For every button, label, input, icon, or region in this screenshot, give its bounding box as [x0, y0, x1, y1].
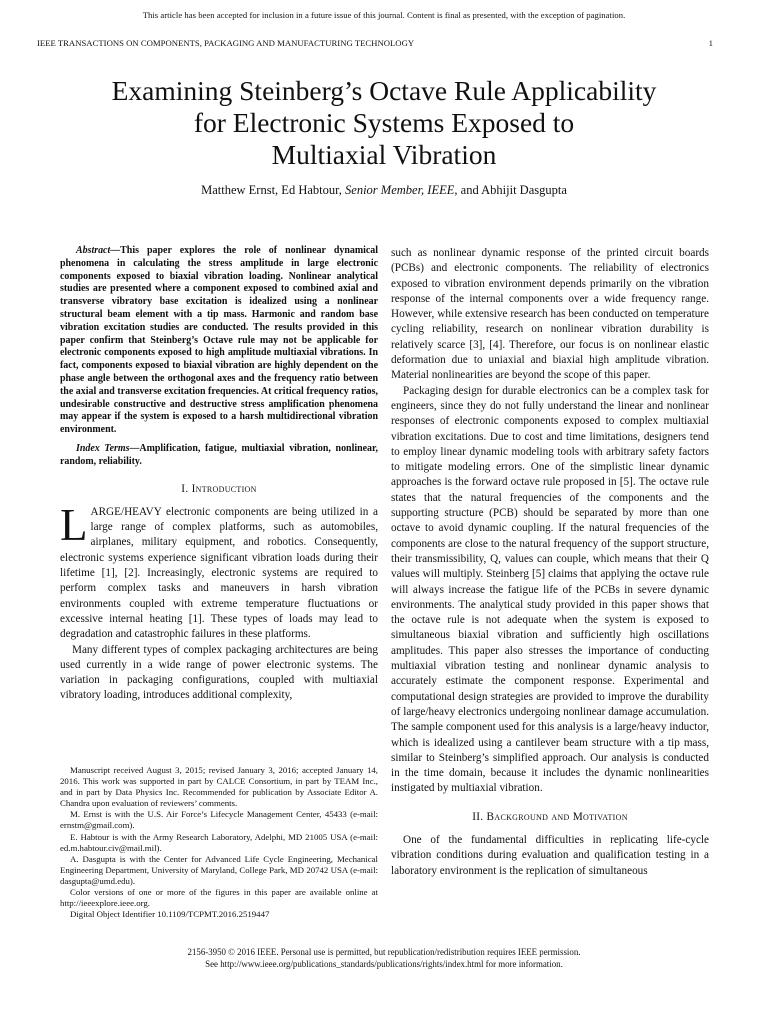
title-line-1: Examining Steinberg’s Octave Rule Applicability — [111, 75, 657, 106]
intro-paragraph-1-text: ARGE/HEAVY electronic components are being utilized in a large range of complex platforms, such as automobiles, airplanes, military equipment, and robotics. Consequently, electronic systems experience significant vibration loads during their lifetime [1], [2]. Increasingly, electronic systems are required to perform complex tasks and maneuvers in harsh vibration environments coupled with extreme temperature fluctuations or excessive internal heating [1]. These types of loads may lead to degradation and catastrophic failures in these platforms. — [60, 505, 378, 641]
journal-name: IEEE TRANSACTIONS ON COMPONENTS, PACKAGING AND MANUFACTURING TECHNOLOGY — [37, 38, 415, 48]
page-number: 1 — [708, 38, 713, 48]
footnote-dasgupta: A. Dasgupta is with the Center for Advanced Life Cycle Engineering, Mechanical Engineering Department, University of Maryland, College Park, MD 20742 USA (e-mail: dasgupta@umd.edu). — [60, 853, 378, 886]
journal-running-header — [37, 38, 713, 48]
footnotes — [60, 765, 378, 920]
section-heading-background: II. Background and Motivation — [472, 810, 628, 823]
author-role: Senior Member, IEEE — [345, 183, 455, 197]
index-terms-label: Index Terms— — [76, 442, 140, 454]
abstract-label: Abstract— — [76, 245, 121, 256]
intro-paragraph-3: such as nonlinear dynamic response of the printed circuit boards (PCBs) and electronic components. The reliability of electronics exposed to vibration environment depends primarily on the vibration response of the internal components over a wide frequency range. However, while extensive research has been conducted on temperature cycling reliability, research on nonlinear vibration durability is relatively scarce [3], [4]. Therefore, our focus is on nonlinear elastic deformation due to uniaxial and biaxial high amplitude vibration. Material nonlinearities are beyond the scope of this paper. — [391, 247, 709, 382]
title-line-3: Multiaxial Vibration — [271, 139, 497, 170]
index-terms-text: Amplification, fatigue, multiaxial vibration, nonlinear, random, reliability. — [60, 442, 378, 467]
footnote-manuscript: Manuscript received August 3, 2015; revised January 3, 2016; accepted January 14, 2016. This work was supported in part by CALCE Consortium, in part by TEAM Inc., and in part by Data Physics Inc. Recommended for publication by Associate Editor A. Chandra upon evaluation of reviewers’ comments. — [60, 765, 378, 809]
copyright-notice — [0, 946, 768, 970]
abstract — [60, 245, 378, 437]
intro-paragraph-1 — [60, 499, 378, 643]
footnote-habtour: E. Habtour is with the Army Research Laboratory, Adelphi, MD 21005 USA (e-mail: ed.m.habtour.civ@mail.mil). — [60, 831, 378, 853]
intro-paragraph-2: Many different types of complex packaging architectures are being used currently in a wide range of power electronic systems. The variation in packaging configurations, coupled with multiaxial vibratory loading, introduces additional complexity, — [60, 643, 378, 702]
left-column — [60, 245, 378, 704]
author-list — [40, 183, 728, 198]
authors-part-1: Matthew Ernst, Ed Habtour, — [201, 183, 342, 197]
copyright-line-1: 2156-3950 © 2016 IEEE. Personal use is permitted, but republication/redistribution requires IEEE permission. — [187, 947, 581, 957]
abstract-text: This paper explores the role of nonlinear dynamical phenomena in calculating the stress amplitude in large electronic components exposed to biaxial vibration loading. Nonlinear analytical studies are presented where a component exposed to combined axial and transverse vibratory base excitation is idealized using a nonlinear structural beam element with a tip mass. Harmonic and random base vibration excitation studies are conducted. The results provided in this paper confirm that Steinberg’s Octave rule may not be applicable for electronic components exposed to high amplitude multiaxial vibrations. In fact, components exposed to biaxial vibration are highly dependent on the phase angle between the orthogonal axes and the frequency ratio between the axial and transverse excitation frequencies. At critical frequency ratios, undesirable constructive and destructive stress amplification phenomena may appear if the system is exposed to a harsh multidirectional vibration environment. — [60, 245, 378, 436]
intro-paragraph-4: Packaging design for durable electronics can be a complex task for engineers, since they do not fully understand the linear and nonlinear responses of electronic components exposed to complex multiaxial vibration excitations. Due to cost and time limitations, designers tend to employ linear dynamic modeling tools with arbitrary safety factors to mitigate modeling errors. One of the simplistic linear dynamic approaches is the forward octave rule proposed in [5]. The octave rule states that the natural frequencies of the components and the supporting structure (PCB) should be separated by more than one octave to avoid dynamic coupling. If the natural frequencies of the components are close to the natural frequency of the support structure, their transmissibility, Q, values can couple, which means that their Q values will multiply. Steinberg [5] claims that applying the octave rule will always increase the fatigue life of the PCBs in severe dynamic environments. The analytical study provided in this paper shows that the octave rule is not adequate when the system is exposed to simultaneous biaxial vibration and sufficiently high oscillations amplitudes. This paper also stresses the importance of conducting multiaxial vibration testing and nonlinear dynamic analysis to accurately estimate the component response. Experimental and computational design strategies are provided to improve the durability of large/heavy electronics undergoing nonlinear damage accumulation. The sample component used for this analysis is a large/heavy inductor, which is idealized using a cantilever beam structure with a tip mass, similar to Steinberg’s simplified approach. Our analysis is conducted in the time domain, because it includes the dynamic nonlinearities instigated by multiaxial vibration. — [391, 384, 709, 795]
authors-part-2: , and Abhijit Dasgupta — [454, 183, 567, 197]
background-paragraph-1: One of the fundamental difficulties in replicating life-cycle vibration conditions during evaluation and qualification testing in a laboratory environment is the replication of simultaneous — [391, 833, 709, 877]
title-line-2: for Electronic Systems Exposed to — [193, 107, 575, 138]
footnote-color: Color versions of one or more of the figures in this paper are available online at http://ieeexplore.ieee.org. — [60, 887, 378, 909]
section-heading-introduction: I. Introduction — [181, 482, 257, 495]
acceptance-notice: This article has been accepted for inclusion in a future issue of this journal. Content is final as presented, with the exception of pagination. — [142, 10, 626, 20]
index-terms — [60, 443, 378, 469]
copyright-line-2: See http://www.ieee.org/publications_standards/publications/rights/index.html for more information. — [205, 959, 563, 969]
drop-cap: L — [60, 499, 88, 550]
footnote-doi: Digital Object Identifier 10.1109/TCPMT.2016.2519447 — [70, 909, 270, 920]
right-column — [391, 246, 709, 879]
paper-title — [40, 75, 728, 171]
footnote-ernst: M. Ernst is with the U.S. Air Force’s Lifecycle Management Center, 45433 (e-mail: ernstm@gmail.com). — [60, 809, 378, 831]
